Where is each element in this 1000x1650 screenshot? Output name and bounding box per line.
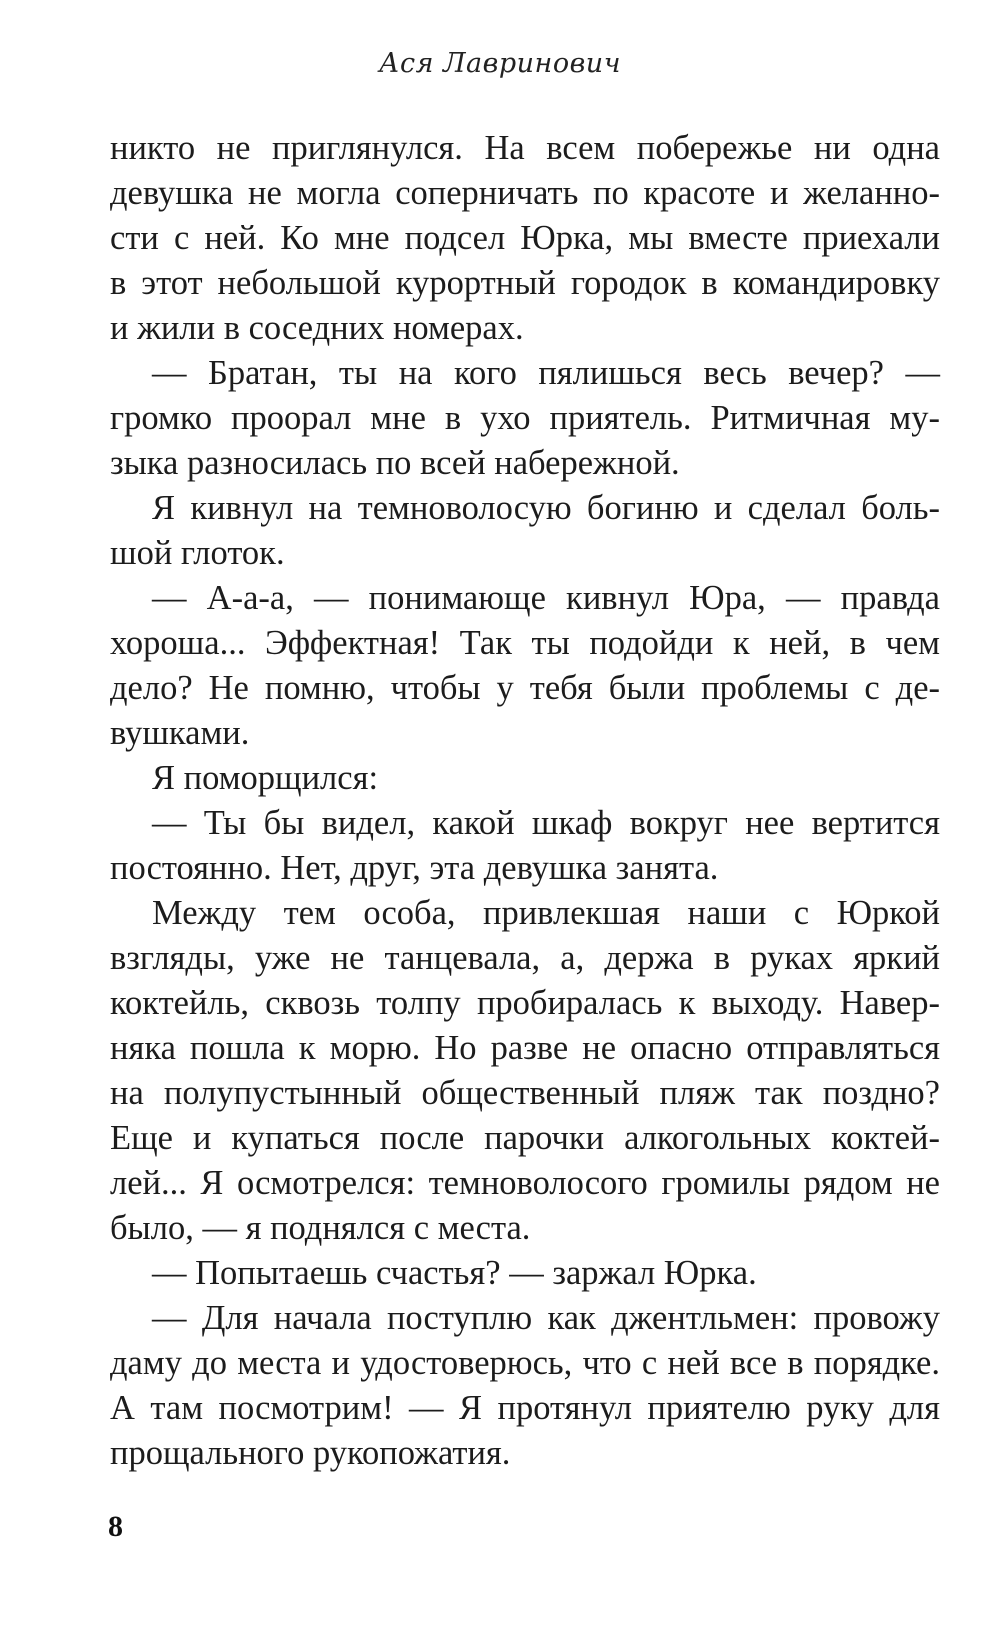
text-line: громко проорал мне в ухо приятель. Ритмичная му- [110, 399, 940, 437]
text-line: коктейль, сквозь толпу пробиралась к выходу. Навер- [110, 984, 940, 1022]
text-line: — Братан, ты на кого пялишься весь вечер? — [152, 354, 940, 392]
text-line: няка пошла к морю. Но разве не опасно отправляться [110, 1029, 940, 1067]
text-line: и жили в соседних номерах. [110, 309, 524, 347]
text-line: постоянно. Нет, друг, эта девушка занята. [110, 849, 719, 887]
text-line: Между тем особа, привлекшая наши с Юркой [152, 894, 940, 932]
text-line: хороша... Эффектная! Так ты подойди к ней, в чем [110, 624, 940, 662]
text-line: — Для начала поступлю как джентльмен: провожу [152, 1299, 940, 1337]
text-line: — Ты бы видел, какой шкаф вокруг нее вертится [152, 804, 940, 842]
text-line: вушками. [110, 714, 250, 752]
text-line: — А-а-а, — понимающе кивнул Юра, — правда [152, 579, 940, 617]
body-text [110, 126, 940, 1476]
text-line: никто не приглянулся. На всем побережье ни одна [110, 129, 940, 167]
text-line: даму до места и удостоверюсь, что с ней все в порядке. [110, 1344, 940, 1382]
text-line: сти с ней. Ко мне подсел Юрка, мы вместе приехали [110, 219, 940, 257]
text-line: на полупустынный общественный пляж так поздно? [110, 1074, 940, 1112]
running-head-author: Ася Лавринович [379, 48, 621, 79]
text-line: прощального рукопожатия. [110, 1434, 511, 1472]
text-line: Я поморщился: [152, 759, 379, 797]
text-line: А там посмотрим! — Я протянул приятелю руку для [110, 1389, 940, 1427]
text-line: шой глоток. [110, 534, 285, 572]
text-line: — Попытаешь счастья? — заржал Юрка. [152, 1254, 757, 1292]
text-line: Еще и купаться после парочки алкогольных коктей- [110, 1119, 940, 1157]
text-line: взгляды, уже не танцевала, а, держа в руках яркий [110, 939, 940, 977]
page-number: 8 [108, 1510, 123, 1543]
text-line: девушка не могла соперничать по красоте и желанно- [110, 174, 940, 212]
text-line: Я кивнул на темноволосую богиню и сделал боль- [152, 489, 940, 527]
text-line: лей... Я осмотрелся: темноволосого громилы рядом не [110, 1164, 940, 1202]
text-line: зыка разносилась по всей набережной. [110, 444, 680, 482]
text-line: дело? Не помню, чтобы у тебя были проблемы с де- [110, 669, 940, 707]
text-line: в этот небольшой курортный городок в командировку [110, 264, 940, 302]
text-line: было, — я поднялся с места. [110, 1209, 531, 1247]
